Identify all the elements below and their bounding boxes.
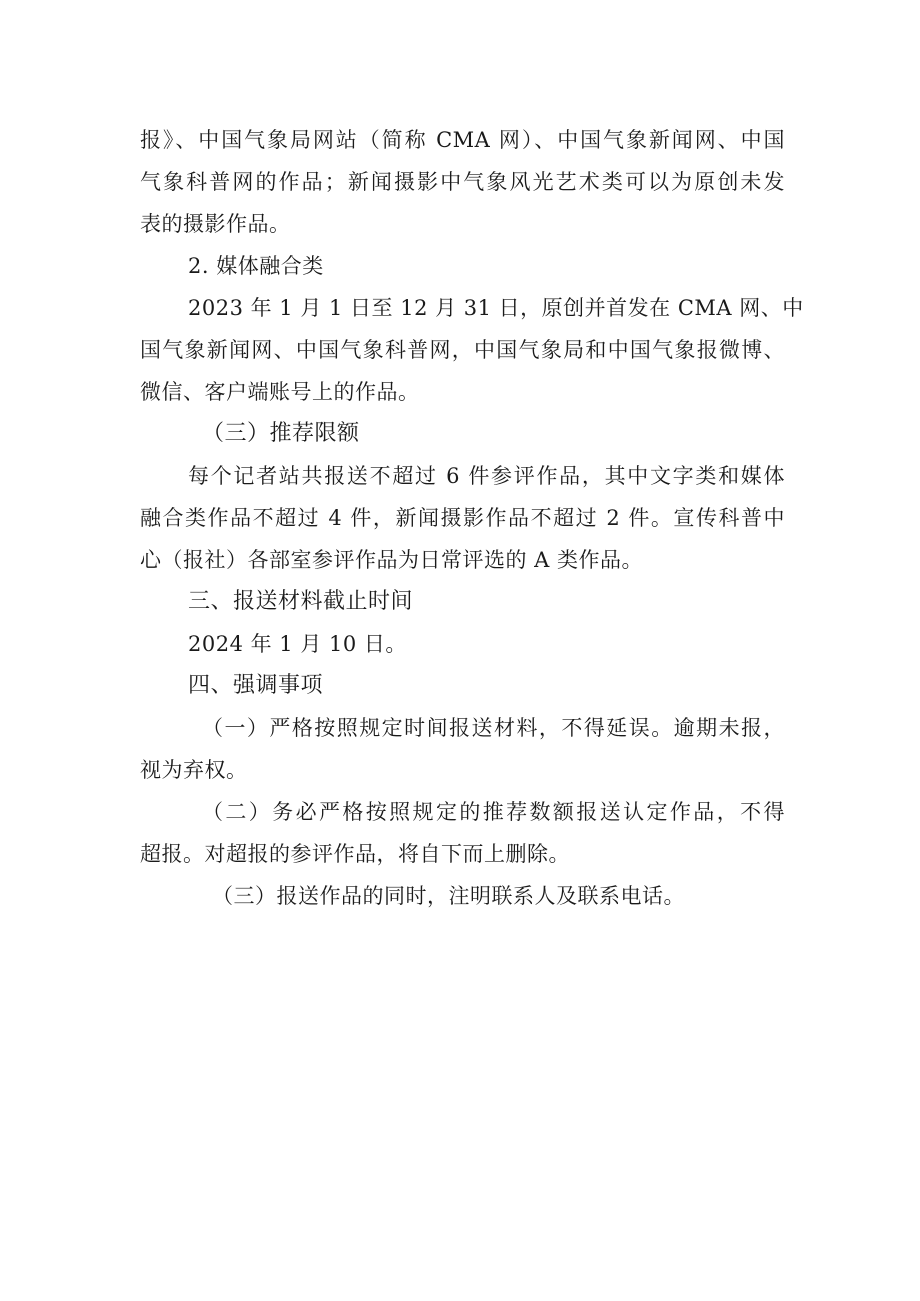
paragraph-line: 心（报社）各部室参评作品为日常评选的 A 类作品。: [140, 548, 644, 572]
section-heading-quota: （三）推荐限额: [202, 421, 360, 446]
paragraph-line: （三）报送作品的同时，注明联系人及联系电话。: [212, 884, 685, 908]
section-heading-media: 2. 媒体融合类: [188, 254, 324, 278]
paragraph-line: 表的摄影作品。: [140, 212, 291, 236]
paragraph-line: 国气象新闻网、中国气象科普网，中国气象局和中国气象报微博、: [140, 338, 785, 362]
deadline-date: 2024 年 1 月 10 日。: [188, 632, 407, 656]
paragraph-line: 每个记者站共报送不超过 6 件参评作品，其中文字类和媒体: [188, 464, 785, 488]
paragraph-line: 微信、客户端账号上的作品。: [140, 380, 420, 404]
paragraph-line: 融合类作品不超过 4 件，新闻摄影作品不超过 2 件。宣传科普中: [140, 506, 785, 530]
section-heading-deadline: 三、报送材料截止时间: [188, 589, 414, 614]
paragraph-line: 报》、中国气象局网站（简称 CMA 网）、中国气象新闻网、中国: [140, 128, 785, 152]
paragraph-line: （二）务必严格按照规定的推荐数额报送认定作品，不得: [202, 800, 785, 824]
section-heading-notes: 四、强调事项: [188, 673, 324, 698]
paragraph-line: 气象科普网的作品；新闻摄影中气象风光艺术类可以为原创未发: [140, 170, 785, 194]
paragraph-line: 2023 年 1 月 1 日至 12 月 31 日，原创并首发在 CMA 网、中: [188, 296, 804, 320]
paragraph-line: 超报。对超报的参评作品，将自下而上删除。: [140, 842, 570, 866]
paragraph-line: 视为弃权。: [140, 758, 248, 782]
paragraph-line: （一）严格按照规定时间报送材料，不得延误。逾期未报，: [202, 716, 785, 740]
